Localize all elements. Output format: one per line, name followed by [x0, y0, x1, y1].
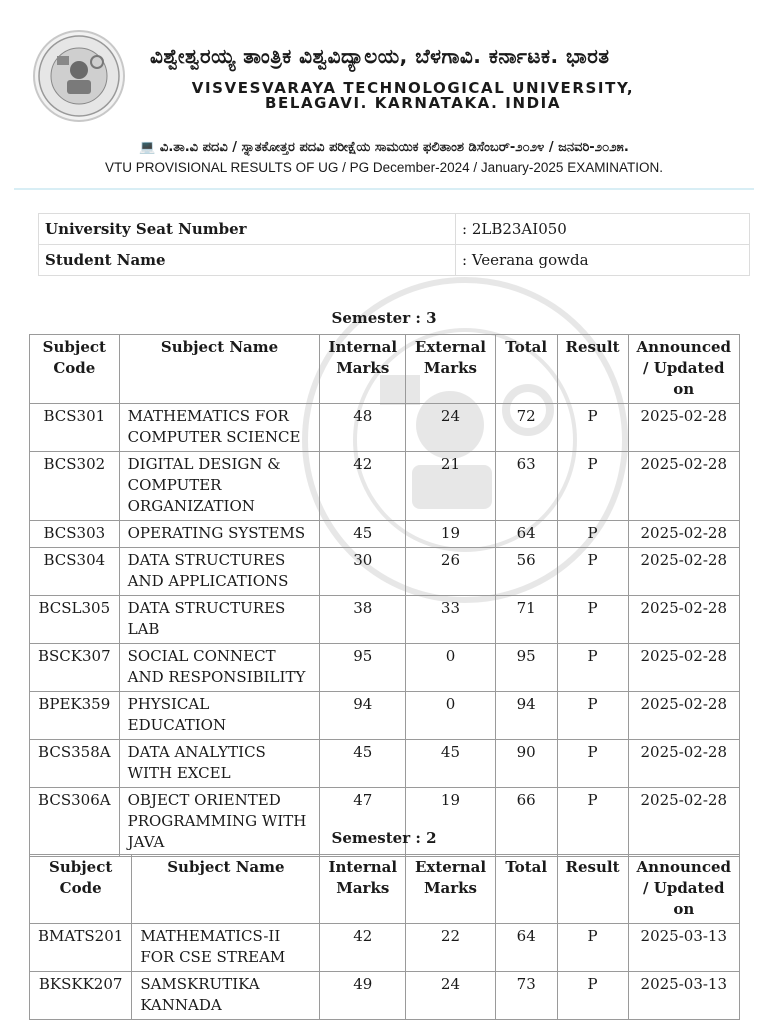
external-marks-header: External Marks	[406, 855, 496, 924]
university-logo	[33, 30, 125, 122]
table-row	[30, 521, 740, 548]
seat-number-row	[39, 214, 750, 245]
subject-name-header: Subject Name	[132, 855, 320, 924]
announced-date: 2025-02-28	[628, 404, 739, 452]
external-marks: 24	[406, 404, 496, 452]
external-marks: 19	[406, 521, 496, 548]
subject-code: BCS301	[30, 404, 120, 452]
table-row	[30, 548, 740, 596]
announced-date: 2025-02-28	[628, 644, 739, 692]
result-header: Result	[557, 855, 628, 924]
subject-code: BCS302	[30, 452, 120, 521]
subject-code: BCS358A	[30, 740, 120, 788]
internal-marks: 95	[320, 644, 406, 692]
internal-marks: 47	[320, 788, 406, 857]
announced-date: 2025-02-28	[628, 692, 739, 740]
total-marks: 64	[495, 521, 557, 548]
external-marks: 45	[406, 740, 496, 788]
university-title-kannada: ವಿಶ್ವೇಶ್ವರಯ್ಯ ತಾಂತ್ರಿಕ ವಿಶ್ವವಿದ್ಯಾಲಯ, ಬೆಳಗಾವಿ. ಕರ್ನಾಟಕ. ಭಾರತ	[150, 44, 610, 68]
total-header: Total	[495, 335, 557, 404]
internal-marks: 49	[320, 972, 406, 1020]
announced-date: 2025-02-28	[628, 596, 739, 644]
internal-marks: 42	[320, 924, 406, 972]
announced-date: 2025-02-28	[628, 788, 739, 857]
announced-date: 2025-02-28	[628, 521, 739, 548]
result: P	[557, 740, 628, 788]
internal-marks: 30	[320, 548, 406, 596]
header-divider	[14, 188, 754, 190]
subject-code: BSCK307	[30, 644, 120, 692]
subject-code-header: Subject Code	[30, 335, 120, 404]
subject-name: OBJECT ORIENTED PROGRAMMING WITH JAVA	[119, 788, 320, 857]
total-marks: 56	[495, 548, 557, 596]
student-name-value: : Veerana gowda	[456, 245, 750, 276]
external-marks: 21	[406, 452, 496, 521]
subject-code: BCS303	[30, 521, 120, 548]
total-marks: 95	[495, 644, 557, 692]
internal-marks: 94	[320, 692, 406, 740]
subject-code: BCS306A	[30, 788, 120, 857]
result: P	[557, 521, 628, 548]
seat-number-value: : 2LB23AI050	[456, 214, 750, 245]
table-row	[30, 692, 740, 740]
subject-name: PHYSICAL EDUCATION	[119, 692, 320, 740]
subject-name: SOCIAL CONNECT AND RESPONSIBILITY	[119, 644, 320, 692]
external-marks: 19	[406, 788, 496, 857]
announced-date: 2025-02-28	[628, 548, 739, 596]
announced-header: Announced / Updated on	[628, 855, 739, 924]
internal-marks: 45	[320, 521, 406, 548]
total-header: Total	[495, 855, 557, 924]
total-marks: 94	[495, 692, 557, 740]
table-row	[30, 924, 740, 972]
announced-date: 2025-03-13	[628, 972, 739, 1020]
subject-name: DATA ANALYTICS WITH EXCEL	[119, 740, 320, 788]
subject-name: DATA STRUCTURES LAB	[119, 596, 320, 644]
total-marks: 72	[495, 404, 557, 452]
result: P	[557, 596, 628, 644]
external-marks: 24	[406, 972, 496, 1020]
external-marks: 33	[406, 596, 496, 644]
results-subtitle-kannada: 💻 ವಿ.ತಾ.ವಿ ಪದವಿ / ಸ್ನಾತಕೋತ್ತರ ಪದವಿ ಪರೀಕ್ಷೆಯ ಸಾಮಯಿಕ ಫಲಿತಾಂಶ ಡಿಸೆಂಬರ್-೨೦೨೪ / ಜನವರಿ-೨೦೨೫.	[139, 140, 629, 155]
subject-code: BMATS201	[30, 924, 132, 972]
internal-marks: 48	[320, 404, 406, 452]
total-marks: 63	[495, 452, 557, 521]
total-marks: 66	[495, 788, 557, 857]
external-marks: 26	[406, 548, 496, 596]
subject-code: BCSL305	[30, 596, 120, 644]
table-header-row	[30, 335, 740, 404]
university-title-english-line1: VISVESVARAYA TECHNOLOGICAL UNIVERSITY,	[191, 79, 635, 97]
subject-code-header: Subject Code	[30, 855, 132, 924]
subject-name-header: Subject Name	[119, 335, 320, 404]
total-marks: 73	[495, 972, 557, 1020]
semester-3-table	[29, 334, 740, 857]
table-row	[30, 740, 740, 788]
subject-name: MATHEMATICS-II FOR CSE STREAM	[132, 924, 320, 972]
subject-name: OPERATING SYSTEMS	[119, 521, 320, 548]
internal-marks: 45	[320, 740, 406, 788]
external-marks: 22	[406, 924, 496, 972]
semester-2-table	[29, 854, 740, 1020]
student-name-label: Student Name	[39, 245, 456, 276]
subject-code: BPEK359	[30, 692, 120, 740]
result: P	[557, 972, 628, 1020]
table-row	[30, 644, 740, 692]
university-title-english-line2: BELAGAVI. KARNATAKA. INDIA	[264, 94, 562, 112]
announced-date: 2025-03-13	[628, 924, 739, 972]
subject-name: DIGITAL DESIGN & COMPUTER ORGANIZATION	[119, 452, 320, 521]
student-name-row	[39, 245, 750, 276]
announced-header: Announced / Updated on	[628, 335, 739, 404]
external-marks: 0	[406, 644, 496, 692]
total-marks: 90	[495, 740, 557, 788]
page-header	[0, 0, 768, 190]
semester-3-title: Semester : 3	[331, 309, 437, 327]
result: P	[557, 692, 628, 740]
result: P	[557, 788, 628, 857]
result: P	[557, 924, 628, 972]
subject-code: BKSKK207	[30, 972, 132, 1020]
announced-date: 2025-02-28	[628, 740, 739, 788]
announced-date: 2025-02-28	[628, 452, 739, 521]
results-subtitle-english: VTU PROVISIONAL RESULTS OF UG / PG December-2024 / January-2025 EXAMINATION.	[105, 160, 663, 175]
semester-2-title: Semester : 2	[331, 829, 437, 847]
seat-number-label: University Seat Number	[39, 214, 456, 245]
internal-marks-header: Internal Marks	[320, 335, 406, 404]
subject-code: BCS304	[30, 548, 120, 596]
internal-marks-header: Internal Marks	[320, 855, 406, 924]
table-row	[30, 452, 740, 521]
external-marks-header: External Marks	[406, 335, 496, 404]
subject-name: SAMSKRUTIKA KANNADA	[132, 972, 320, 1020]
subject-name: DATA STRUCTURES AND APPLICATIONS	[119, 548, 320, 596]
student-info-table	[38, 213, 750, 276]
table-row	[30, 972, 740, 1020]
total-marks: 71	[495, 596, 557, 644]
table-row	[30, 404, 740, 452]
subject-name: MATHEMATICS FOR COMPUTER SCIENCE	[119, 404, 320, 452]
total-marks: 64	[495, 924, 557, 972]
external-marks: 0	[406, 692, 496, 740]
result: P	[557, 404, 628, 452]
result: P	[557, 548, 628, 596]
result-header: Result	[557, 335, 628, 404]
table-row	[30, 596, 740, 644]
result: P	[557, 644, 628, 692]
internal-marks: 42	[320, 452, 406, 521]
result: P	[557, 452, 628, 521]
internal-marks: 38	[320, 596, 406, 644]
table-header-row	[30, 855, 740, 924]
